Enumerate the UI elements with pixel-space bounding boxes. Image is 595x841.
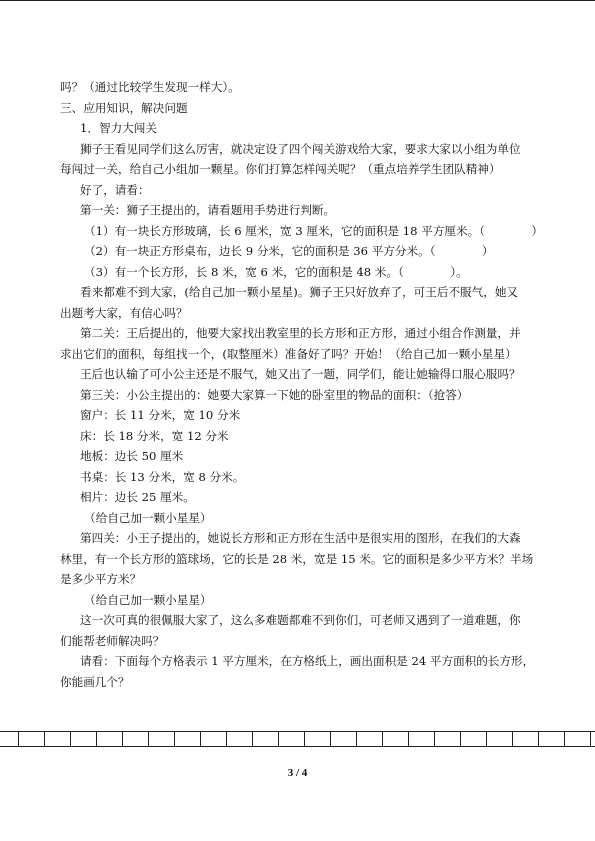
square-grid [0, 731, 595, 747]
section-heading: 三、应用知识，解决问题 [60, 100, 188, 115]
text-line: 你能画几个？ [60, 674, 130, 689]
item-photo: 相片：边长 25 厘米。 [80, 490, 195, 504]
text-line: 每闯过一关，给自己小组加一颗星。你们打算怎样闯关呢？（重点培养学生团队精神） [60, 162, 501, 176]
text-line: 狮子王看见同学们这么厉害，就决定设了四个闯关游戏给大家，要求大家以小组为单位 [80, 141, 521, 156]
text-line: 吗？（通过比较学生发现一样大）。 [60, 80, 240, 94]
text-line: 这一次可真的很佩服大家了，这么多难题都难不到你们，可老师又遇到了一道难题，你 [80, 613, 521, 627]
text-line: 王后也认输了可小公主还是不服气，她又出了一题，同学们，能让她输得口服心服吗？ [80, 367, 521, 381]
text-line: 请看：下面每个方格表示 1 平方厘米，在方格纸上，画出面积是 24 平方面积的长方形， [80, 654, 535, 668]
text-line: （给自己加一颗小星星） [84, 510, 212, 525]
item-desk: 书桌：长 13 分米，宽 8 分米。 [80, 469, 245, 484]
level-three-title: 第三关：小公主提出的：她要大家算一下她的卧室里的物品的面积：（抢答） [80, 387, 469, 402]
text-line: 看来都难不到大家，(给自己加一颗小星星)。狮子王只好放弃了，可王后不服气，她又 [80, 285, 519, 299]
text-line: 林里，有一个长方形的篮球场，它的长是 28 米，宽是 15 米。它的面积是多少平方米？半场 [60, 551, 534, 566]
level-two-title: 第二关：王后提出的，他要大家找出教室里的长方形和正方形，通过小组合作测量，并 [80, 326, 521, 340]
header-rule [0, 0, 595, 1]
text-line: 好了，请看： [80, 182, 150, 197]
item-floor: 地板：边长 50 厘米 [80, 449, 184, 463]
page-number: 3 / 4 [287, 767, 308, 779]
question-item: （3）有一个长方形，长 8 米，宽 6 米，它的面积是 48 米。（ ）。 [84, 264, 468, 279]
text-line: 求出它们的面积，每组找一个，(取整厘米）准备好了吗？开始！（给自己加一颗小星星） [60, 346, 517, 361]
text-line: 们能帮老师解决吗？ [60, 633, 165, 648]
item-window: 窗户：长 11 分米，宽 10 分米 [80, 408, 241, 422]
question-item: （1）有一块长方形玻璃，长 6 厘米，宽 3 厘米，它的面积是 18 平方厘米。（ ） [84, 223, 543, 238]
text-line: （给自己加一颗小星星） [84, 592, 212, 607]
item-bed: 床：长 18 分米，宽 12 分米 [80, 428, 229, 443]
subsection-heading: 1．智力大闯关 [80, 121, 157, 135]
document-body [60, 77, 543, 692]
level-one-title: 第一关：狮子王提出的，请看题用手势进行判断。 [80, 203, 336, 217]
level-four-title: 第四关：小王子提出的，她说长方形和正方形在生活中是很实用的图形，在我们的大森 [80, 531, 521, 545]
question-item: （2）有一块正方形桌布，边长 9 分米，它的面积是 36 平方分米。（ ） [84, 244, 494, 258]
text-line: 是多少平方米？ [60, 572, 142, 586]
text-line: 出题考大家，有信心吗？ [60, 305, 188, 320]
